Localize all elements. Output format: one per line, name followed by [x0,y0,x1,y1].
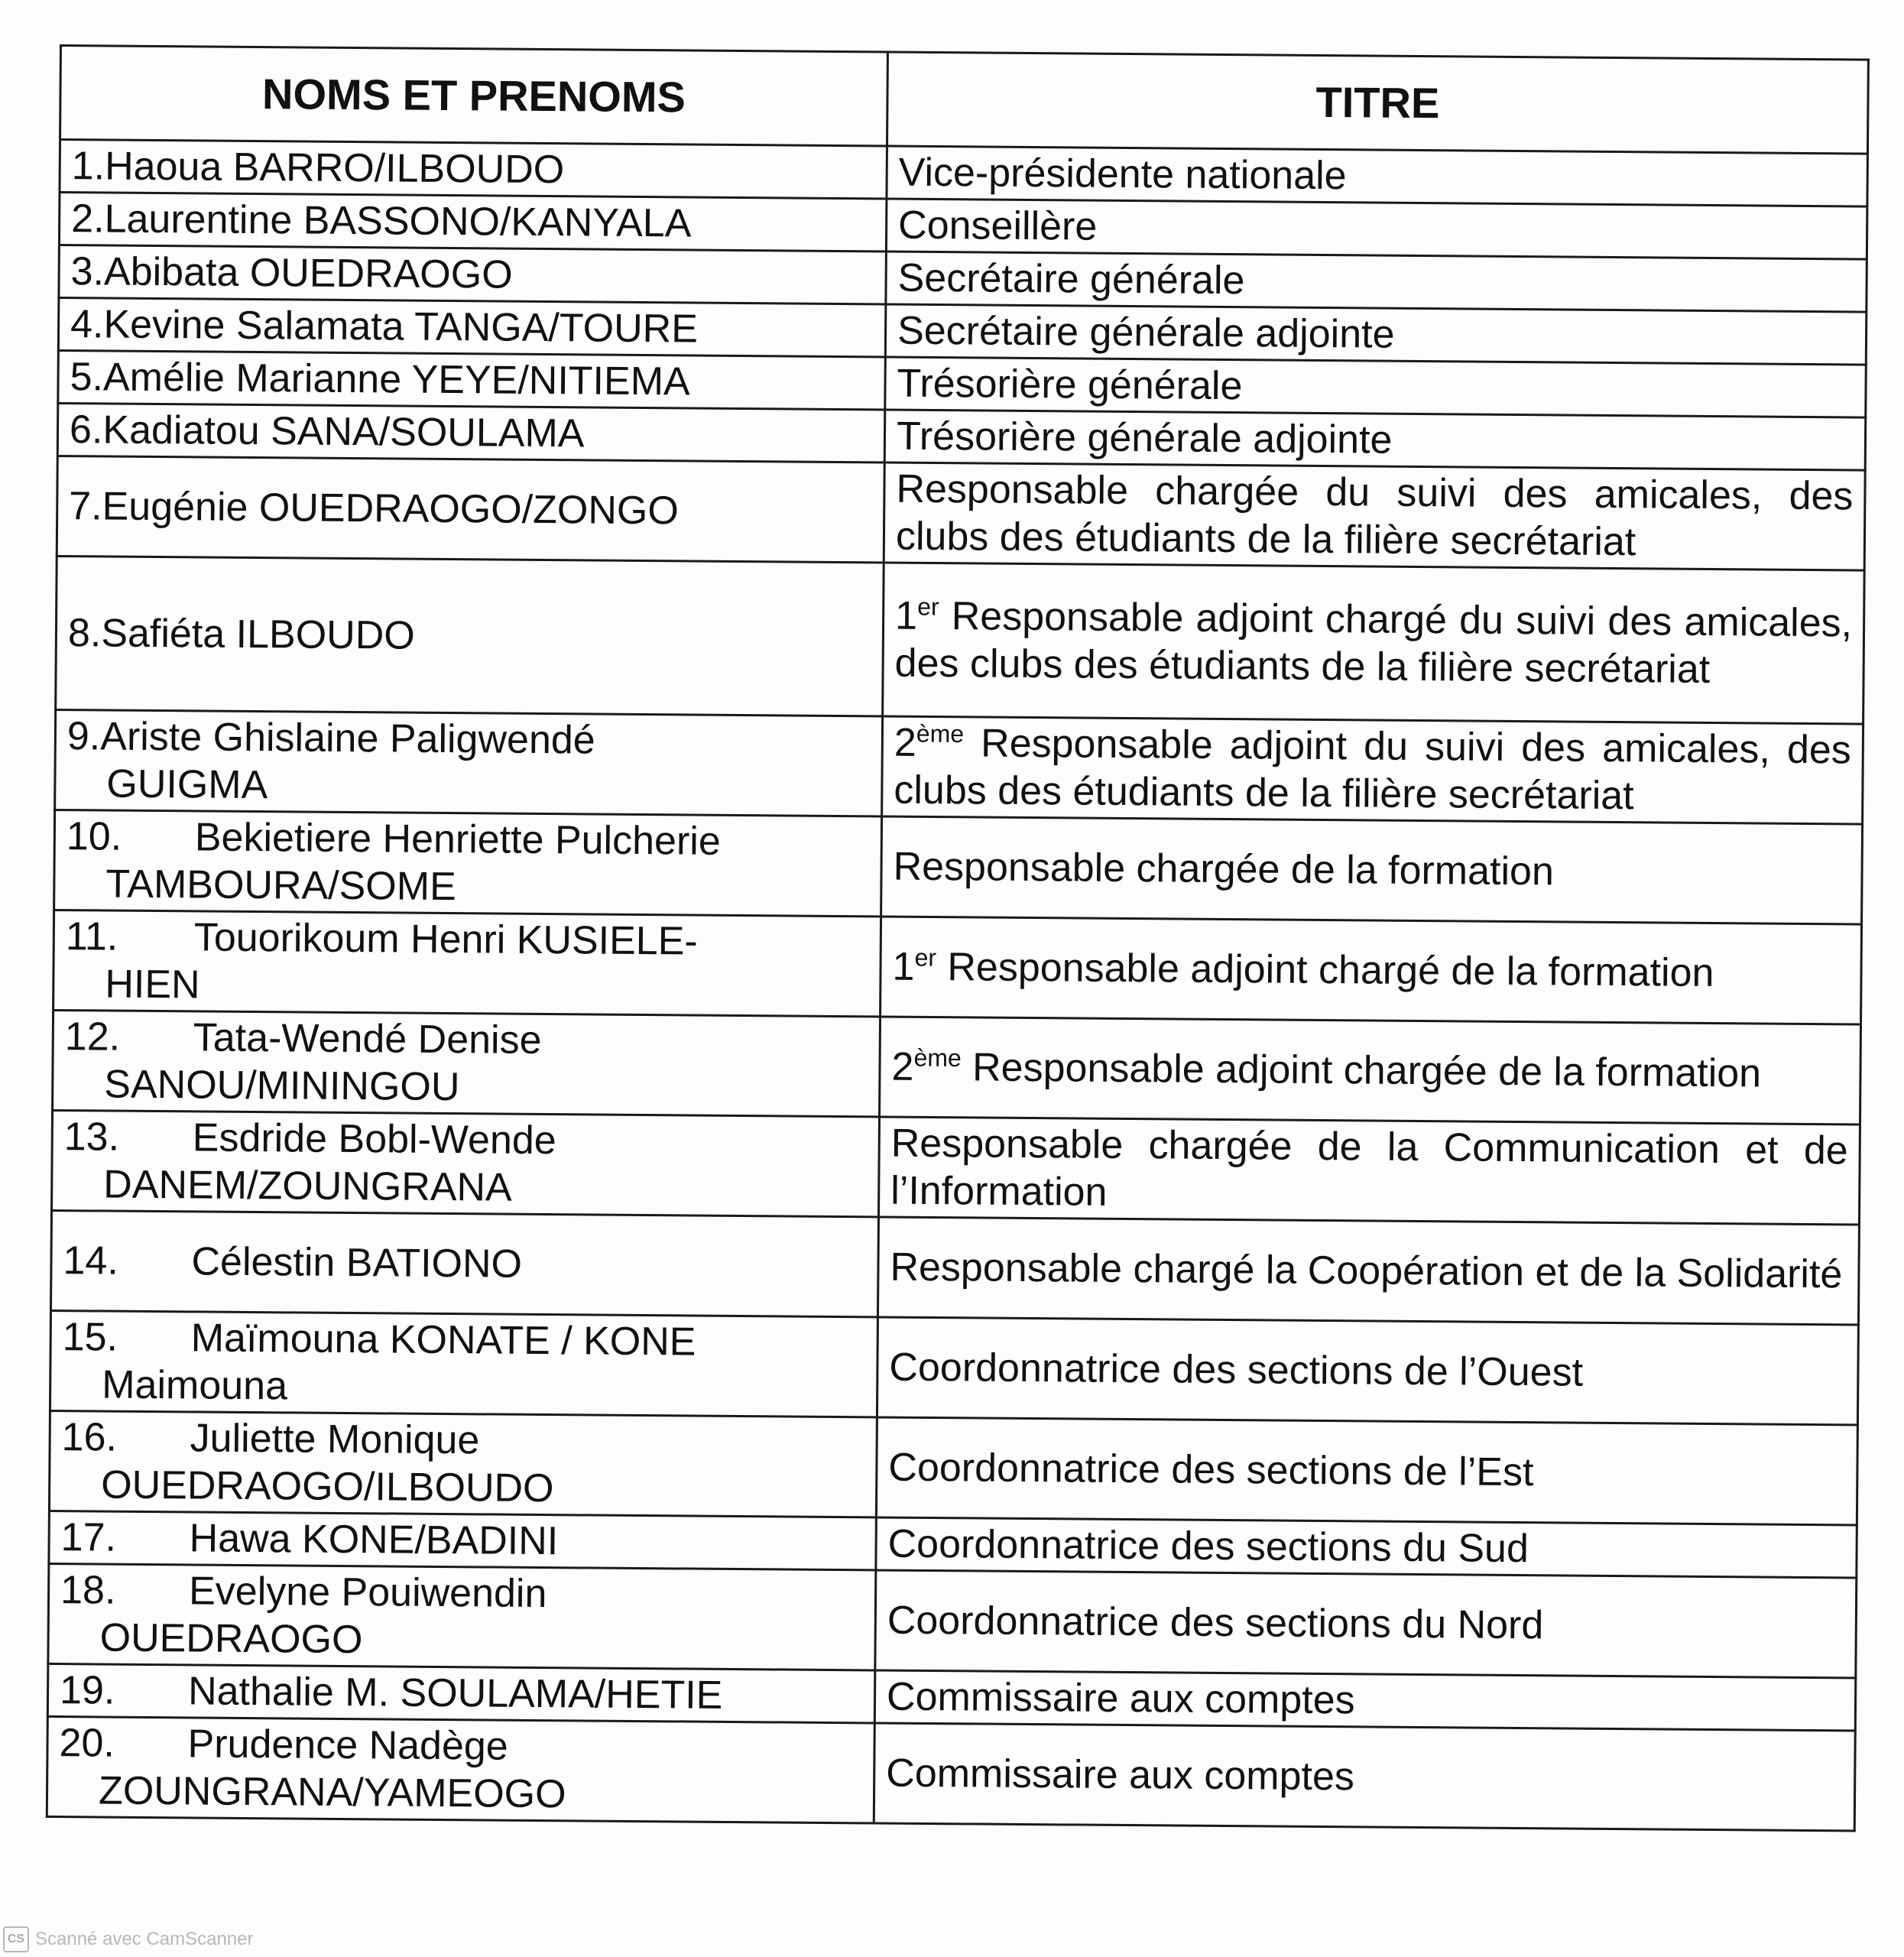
rank-number: 2 [894,720,917,765]
table-row [53,1010,1861,1125]
member-title-cell [881,816,1863,924]
member-name-cell [53,1010,881,1116]
member-name-continued: OUEDRAOGO [99,1615,363,1663]
member-name: Amélie Marianne YEYE/NITIEMA [102,355,690,404]
member-title-cell [875,1570,1857,1678]
member-title-cell [886,252,1867,312]
member-title: Responsable adjoint du suivi des amicales, des clubs des étudiants de la filière secrétariat [894,721,1852,819]
member-name: Tata-Wendé Denise [193,1015,542,1063]
member-title-cell [874,1723,1855,1831]
member-title-cell [886,199,1867,259]
row-number: 1. [71,144,105,189]
header-names: NOMS ET PRENOMS [60,46,888,146]
member-name-continued: HIEN [105,962,200,1008]
member-title-cell [887,146,1868,206]
member-title: Secrétaire générale adjointe [897,308,1395,357]
member-name: Kadiatou SANA/SOULAMA [102,407,585,456]
row-number: 3. [70,249,105,294]
rank-ordinal-suffix: er [914,943,937,972]
member-name: Kevine Salamata TANGA/TOURE [103,302,699,352]
row-number: 2. [70,196,105,242]
member-title: Responsable chargé la Coopération et de la Solidarité [890,1245,1843,1297]
rank-ordinal-suffix: ème [916,719,965,748]
member-name-cell [58,298,886,357]
camscanner-watermark [3,1926,254,1952]
rank-ordinal-suffix: ème [913,1043,962,1072]
member-name-continued: SANOU/MININGOU [104,1062,460,1110]
member-title-cell [877,1317,1858,1425]
member-name-continued: TAMBOURA/SOME [105,862,456,910]
member-title: Responsable chargée de la formation [893,844,1555,894]
row-number: 16. [61,1415,118,1460]
member-title: Vice-présidente nationale [898,150,1347,199]
row-number: 5. [70,355,104,400]
row-number: 10. [66,814,122,859]
header-title: TITRE [887,52,1868,154]
member-title: Coordonnatrice des sections du Nord [887,1598,1544,1648]
member-title-cell [883,563,1865,724]
member-name-cell [59,245,887,304]
member-title: Responsable adjoint chargé de la formation [936,945,1714,996]
table-row [56,556,1865,724]
member-title: Coordonnatrice des sections du Sud [887,1521,1529,1572]
table-body [47,140,1867,1832]
member-name: Nathalie M. SOULAMA/HETIE [187,1669,723,1718]
member-title: Responsable chargée du suivi des amicales, des clubs des étudiants de la filière secrétariat [895,466,1854,565]
member-title-cell [880,1017,1861,1125]
member-name: Eugénie OUEDRAOGO/ZONGO [102,484,680,534]
member-name-continued: OUEDRAOGO/ILBOUDO [100,1462,554,1511]
row-number: 18. [60,1568,116,1613]
member-name: Maïmouna KONATE / KONE [190,1316,696,1365]
table-row [54,910,1862,1024]
row-number: 8. [67,611,102,656]
rank-number: 1 [892,944,915,989]
member-title-cell [881,917,1862,1024]
member-name: Ariste Ghislaine Paligwendé [100,714,595,763]
table-row [47,1716,1855,1831]
member-title-cell [876,1517,1857,1578]
member-name: Safiéta ILBOUDO [101,611,415,658]
member-title: Commissaire aux comptes [886,1751,1355,1800]
member-name-cell [56,556,884,716]
row-number: 14. [63,1238,119,1284]
member-name: Juliette Monique [190,1416,480,1463]
table-header-row [60,46,1869,154]
member-title: Responsable adjoint chargé du suivi des amicales, des clubs des étudiants de la filière secrétariat [894,594,1853,692]
rank-number: 2 [891,1044,914,1089]
row-number: 6. [69,407,103,453]
member-name-cell [48,1563,876,1670]
row-number: 19. [59,1668,115,1713]
row-number: 11. [65,914,118,959]
member-name-continued: Maimouna [102,1362,288,1409]
watermark-text: Scanné avec CamScanner [35,1929,254,1949]
member-name: Bekietiere Henriette Pulcherie [194,815,721,864]
member-name: Haoua BARRO/ILBOUDO [104,144,565,193]
member-title: Conseillère [897,203,1098,249]
member-name-cell [49,1410,877,1517]
member-name: Prudence Nadège [187,1722,508,1769]
member-title-cell [884,410,1866,470]
member-name-cell [60,140,887,199]
member-title-cell [876,1417,1857,1525]
table-row [49,1410,1857,1525]
table-row [50,1210,1859,1325]
rank-number: 1 [894,593,918,638]
member-title-cell [882,716,1863,824]
row-number: 20. [59,1721,115,1766]
member-title-cell [885,357,1867,417]
member-name-cell [57,456,884,562]
member-name-cell [59,193,887,252]
table-row [55,709,1863,824]
member-name: Evelyne Pouiwendin [188,1569,547,1617]
member-name-cell [49,1511,877,1569]
table-row [52,1110,1860,1225]
member-name: Laurentine BASSONO/KANYALA [104,196,692,246]
member-name-cell [54,810,882,916]
member-name: Hawa KONE/BADINI [189,1516,559,1564]
member-title-cell [884,462,1865,570]
member-name-cell [47,1663,875,1722]
member-title: Coordonnatrice des sections de l’Ouest [889,1345,1584,1395]
member-title: Trésorière générale adjointe [896,414,1393,462]
member-title: Coordonnatrice des sections de l’Est [888,1445,1534,1495]
row-number: 4. [70,302,104,347]
member-name-cell [47,1716,874,1822]
member-title: Trésorière générale [897,361,1243,409]
member-name-cell [50,1210,878,1316]
member-name: Célestin BATIONO [191,1239,523,1287]
camscanner-logo-icon: CS [3,1926,29,1952]
member-name-continued: GUIGMA [106,761,268,808]
table-row [50,1310,1858,1425]
member-name: Abibata OUEDRAOGO [103,249,513,297]
member-title-cell [874,1670,1856,1731]
member-name-cell [54,910,881,1016]
member-name-cell [52,1110,880,1216]
row-number: 9. [66,714,101,759]
member-name-continued: ZOUNGRANA/YAMEOGO [98,1768,566,1817]
row-number: 12. [64,1014,121,1060]
member-title: Commissaire aux comptes [886,1674,1355,1723]
row-number: 15. [62,1315,118,1360]
row-number: 13. [63,1115,120,1160]
member-title-cell [878,1117,1860,1225]
member-name: Touorikoum Henri KUSIELE- [193,915,698,964]
member-title-cell [885,304,1867,365]
member-name-cell [57,403,885,462]
members-table [46,44,1870,1832]
rank-ordinal-suffix: er [917,592,939,621]
member-title: Responsable chargée de la Communication et de l’Information [890,1121,1848,1215]
member-title: Responsable adjoint chargée de la formation [961,1045,1762,1096]
member-name-cell [50,1310,877,1417]
table-row [48,1563,1857,1678]
table-row [54,810,1863,924]
table-row [57,456,1865,570]
member-name-cell [58,350,886,409]
member-title-cell [877,1217,1859,1325]
row-number: 7. [69,484,102,529]
member-name-continued: DANEM/ZOUNGRANA [103,1162,512,1210]
member-name-cell [55,709,883,816]
member-title: Secrétaire générale [897,255,1245,303]
row-number: 17. [60,1515,117,1560]
member-name: Esdride Bobl-Wende [192,1115,556,1163]
